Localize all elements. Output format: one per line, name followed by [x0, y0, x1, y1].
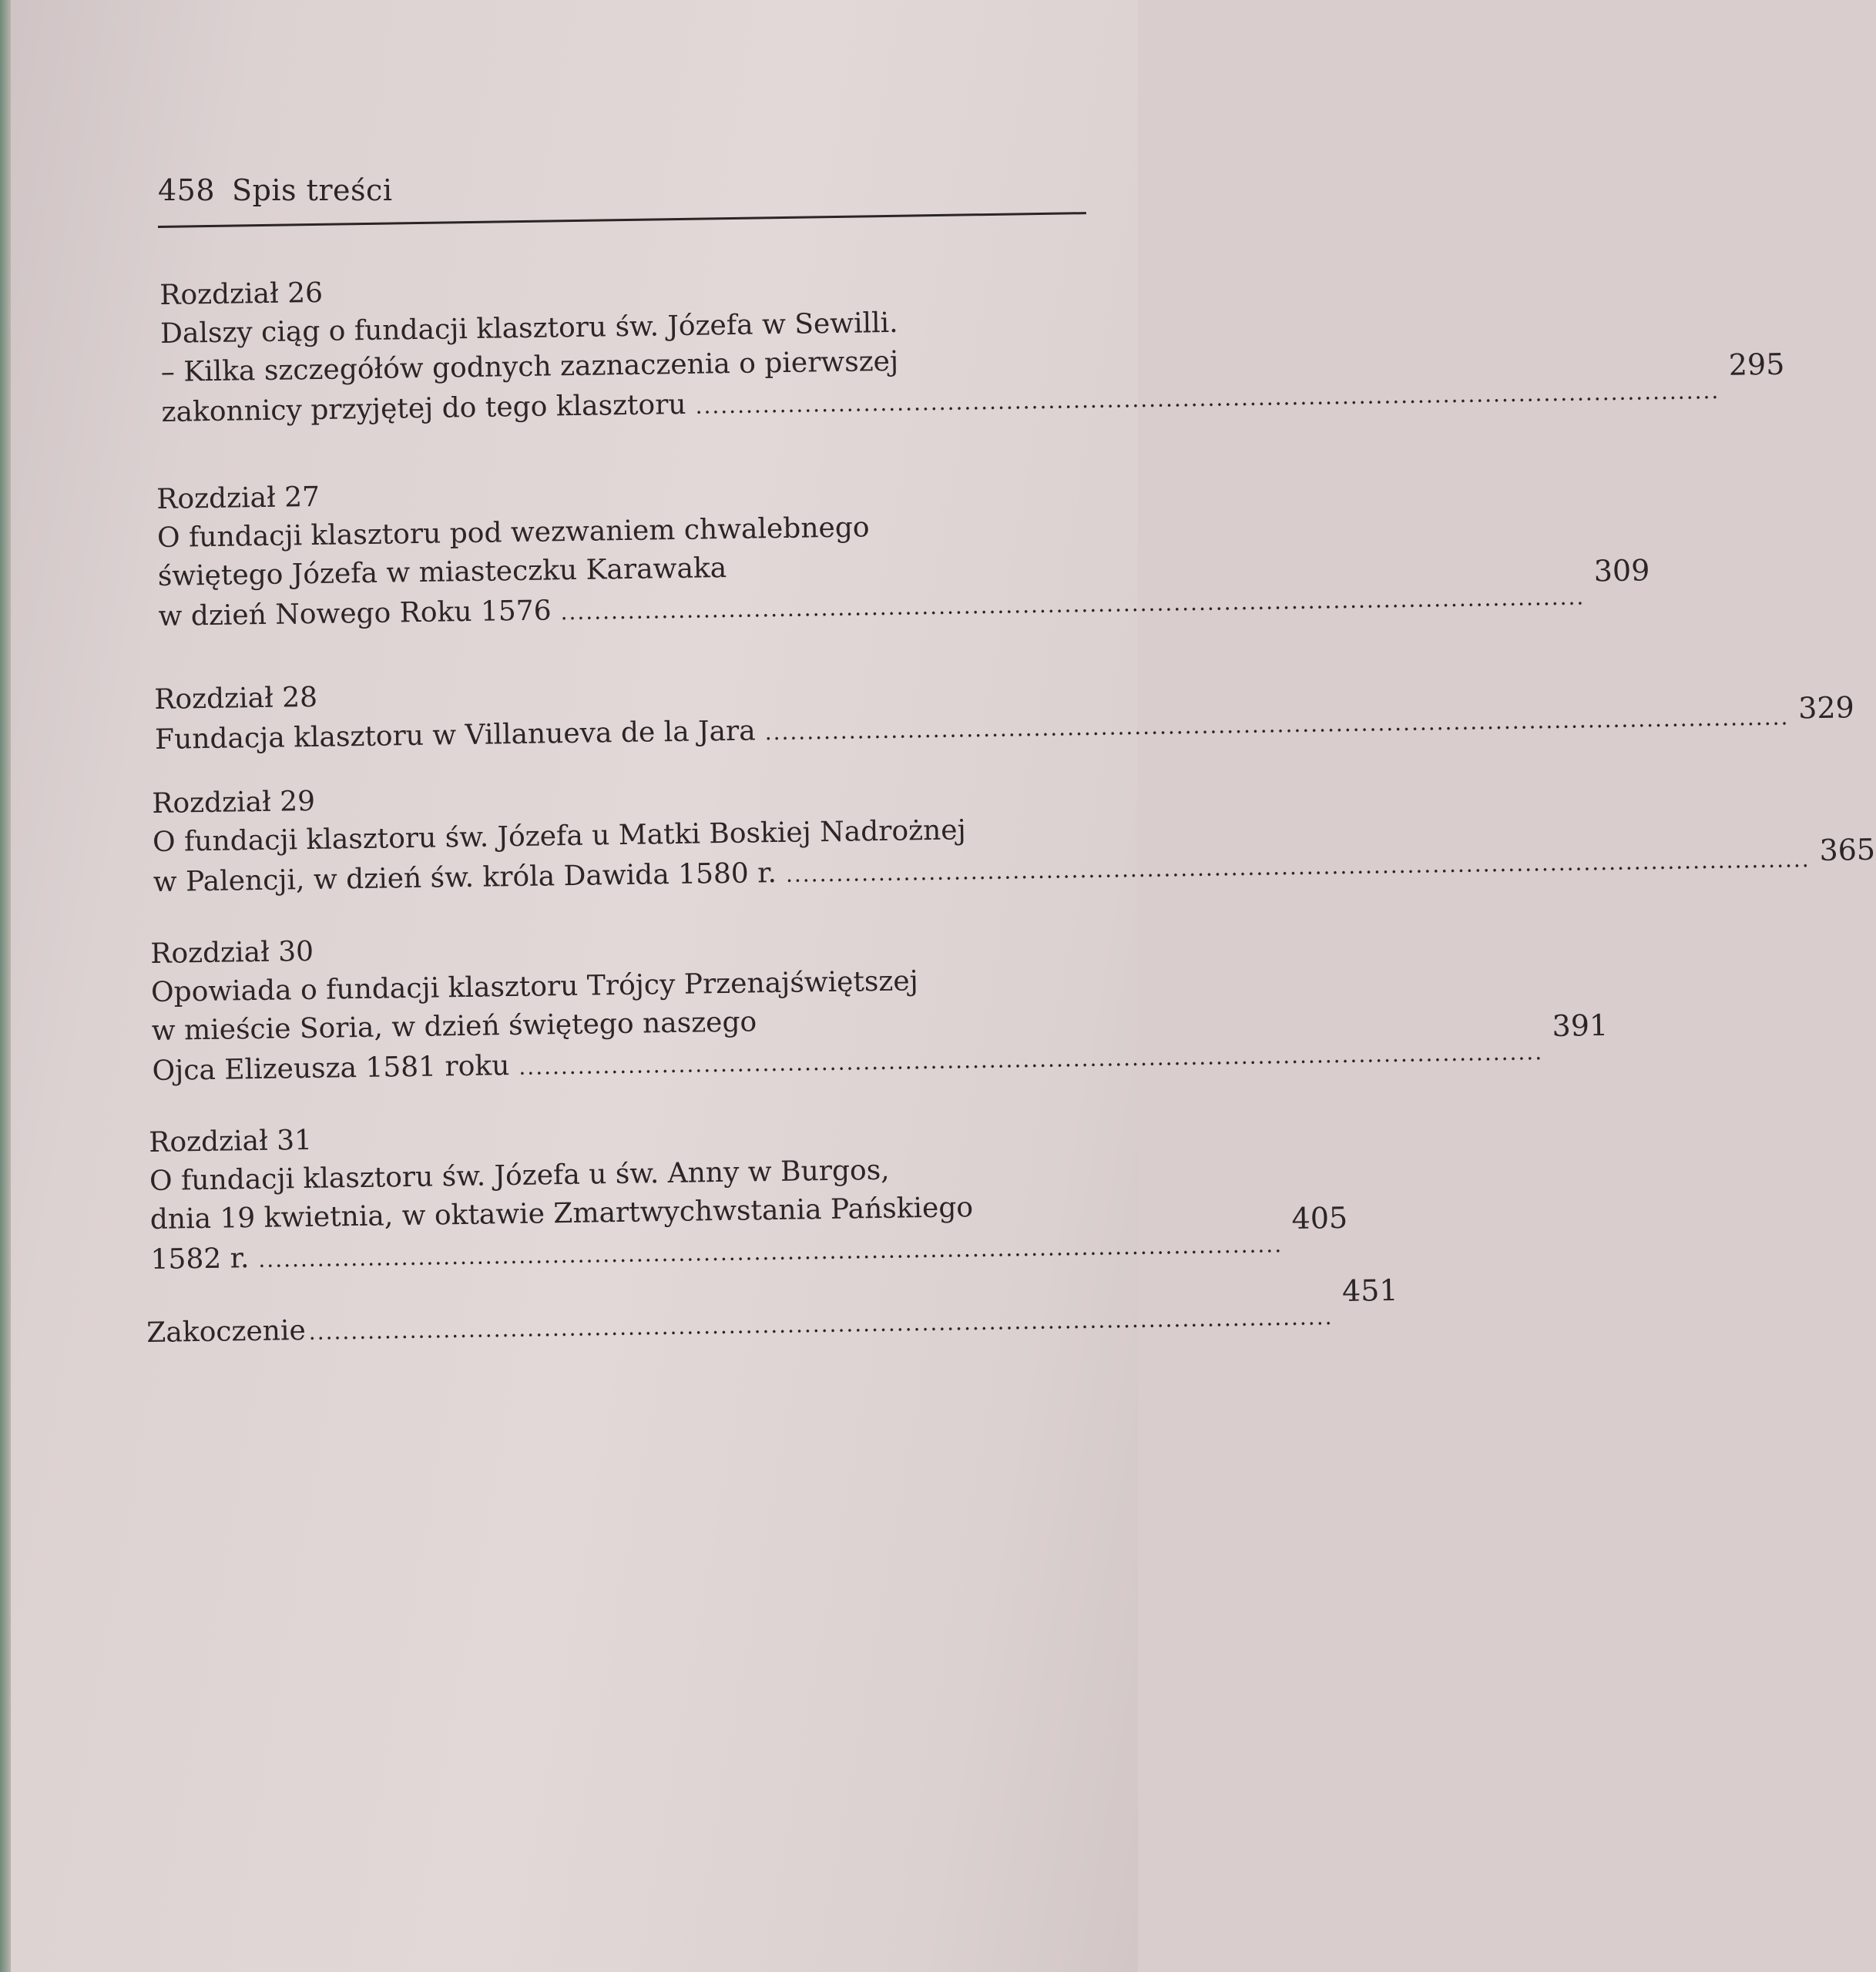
- entry-title-line: w Palencji, w dzień św. króla Dawida 1580 r.: [153, 857, 777, 898]
- entry-title-line: dnia 19 kwietnia, w oktawie Zmartwychwstania Pańskiego: [149, 1192, 974, 1236]
- entry-title-line: Fundacja klasztoru w Villanueva de la Jara: [154, 715, 756, 756]
- entry-title-line: w dzień Nowego Roku 1576: [158, 595, 552, 632]
- chapter-label: Rozdział 31: [149, 1124, 313, 1159]
- entry-page-number: 391: [1552, 1008, 1609, 1044]
- toc-entry-closing: [146, 1273, 1398, 1351]
- dot-leader: ..........................................................................................................................: [308, 1304, 1334, 1345]
- toc-entry-30: [150, 922, 1609, 1089]
- entry-page-number: 295: [1728, 347, 1785, 382]
- entry-title-line: w mieście Soria, w dzień świętego naszego: [151, 1006, 757, 1047]
- dot-leader: ..........................................................................................................................: [519, 1039, 1544, 1080]
- entry-page-number: 329: [1797, 690, 1855, 726]
- dot-leader: ..........................................................................................................................: [560, 584, 1586, 625]
- entry-title-line: – Kilka szczegółów godnych zaznaczenia o pierwszej: [160, 345, 899, 388]
- toc-entry-26: [159, 263, 1785, 431]
- entry-title-line: 1582 r.: [150, 1243, 250, 1276]
- entry-page-number: 365: [1819, 832, 1876, 867]
- entry-title-line: Opowiada o fundacji klasztoru Trójcy Przenajświętszej: [150, 965, 919, 1008]
- header-title: Spis treści: [232, 173, 393, 207]
- entry-page-number: 309: [1593, 553, 1650, 589]
- entry-title-line: świętego Józefa w miasteczku Karawaka: [157, 552, 727, 592]
- entry-page-number: 451: [1341, 1273, 1398, 1308]
- entry-title-line: zakonnicy przyjętej do tego klasztoru: [161, 388, 686, 428]
- toc-entry-29: [152, 772, 1876, 900]
- entry-last-line: [146, 1273, 1398, 1351]
- chapter-label: Rozdział 26: [159, 277, 324, 311]
- entry-title-line: Ojca Elizeusza 1581 roku: [152, 1050, 510, 1087]
- chapter-label: Rozdział 27: [156, 481, 320, 515]
- dot-leader: ..........................................................................................................................: [764, 704, 1790, 746]
- entry-title-line: O fundacji klasztoru św. Józefa u św. Anny w Burgos,: [149, 1154, 890, 1197]
- entry-title-line: Dalszy ciąg o fundacji klasztoru św. Józefa w Sewilli.: [159, 307, 898, 350]
- dot-leader: ..........................................................................................................................: [785, 847, 1811, 887]
- dot-leader: ..........................................................................................................................: [258, 1232, 1284, 1273]
- entry-title-line: O fundacji klasztoru pod wezwaniem chwalebnego: [156, 511, 870, 554]
- toc-entry-27: [156, 468, 1650, 635]
- dot-leader: ..........................................................................................................................: [695, 377, 1720, 419]
- entry-title-line: O fundacji klasztoru św. Józefa u Matki Boskiej Nadrożnej: [152, 814, 966, 858]
- chapter-label: Rozdział 28: [154, 681, 318, 716]
- closing-label: Zakoczenie: [146, 1314, 307, 1349]
- toc-entry-28: [154, 668, 1855, 758]
- chapter-label: Rozdział 29: [152, 785, 316, 820]
- header-page-number: 458: [158, 173, 216, 207]
- entry-page-number: 405: [1291, 1200, 1348, 1236]
- toc-entry-31: [149, 1111, 1348, 1278]
- chapter-label: Rozdział 30: [150, 935, 314, 970]
